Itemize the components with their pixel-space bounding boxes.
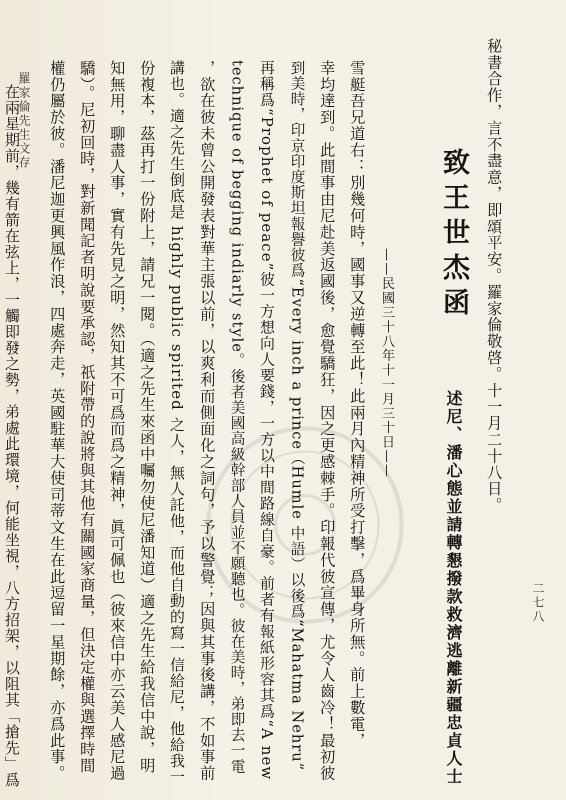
- page-number: 二七八: [531, 582, 545, 624]
- body-line: 份複本，茲再打一份附上，請兄一閱。（適之先生來函中囑勿使尼潘知道）適之先生給我信中說，明: [138, 60, 157, 774]
- body-line: 知無用，聊盡人事，實有先見之明，然知其不可爲而爲之精神，眞可佩也（彼來信中亦云美人感尼過: [108, 60, 127, 782]
- body-line: ，欲在彼未曾公開發表對華主張以前，以爽利而側面化之詞句，予以警覺；因與其事後講，不如事前: [198, 60, 217, 782]
- prev-letter-closing: 秘書合作，言不盡意，即頌平安。羅家倫敬啓。十一月二十八日。: [485, 38, 504, 514]
- body-line: 講也。適之先生倒底是 highly public spirited 之人，無人託他，而他自動的寫一信給尼，他給我一: [167, 60, 186, 785]
- body-line: 權仍屬於彼。潘尼迦更興風作浪，四處奔走，英國駐華大使司蒂文生在此逗留一星期餘，亦爲此事。: [48, 60, 67, 782]
- letter-title: 致王世杰函: [438, 148, 469, 323]
- letter-dateline: ——民國三十八年十一月三十日——: [379, 248, 394, 479]
- letter-subtitle: 述尼、潘心態並請轉懇撥款救濟逃離新疆忠貞人士: [444, 390, 463, 786]
- body-line: 雪艇吾兄道右：別幾何時，國事又逆轉至此！此兩月內精神所受打擊，爲畢身所無。前上數電，: [348, 60, 367, 749]
- body-line: 到美時，印京印度斯坦報譽彼爲“Every inch a prince（Humle 中語）以後爲“Mahatma Nehru”: [288, 60, 306, 772]
- running-head: 羅家倫先生文存: [17, 72, 31, 170]
- body-line: 驕）。尼初回時，對新聞記者明說要承認，祇附帶的說將與其他有關國家商量，但決定權與選擇時間: [78, 60, 97, 774]
- body-line: 再稱爲“Prophet of peace”彼一方想向人要錢，一方以中間路線自豪。前者有報紙形容其爲“A new: [257, 60, 276, 781]
- body-line: 幸均達到。此間事由尼赴美返國後，愈覺驕狂，因之更感棘手。印報代彼宣傳，尤令人齒冷！最初彼: [318, 60, 337, 782]
- body-line: technique of begging indiarly style。後者美國高級幹部人員並不願聽也。彼在美時，弟即去一電: [228, 60, 246, 775]
- body-line: 在兩星期前，幾有箭在弦上，一觸即發之勢，弟處此環境，何能坐視，八方招架，以阻其「搶先」爲: [2, 84, 21, 788]
